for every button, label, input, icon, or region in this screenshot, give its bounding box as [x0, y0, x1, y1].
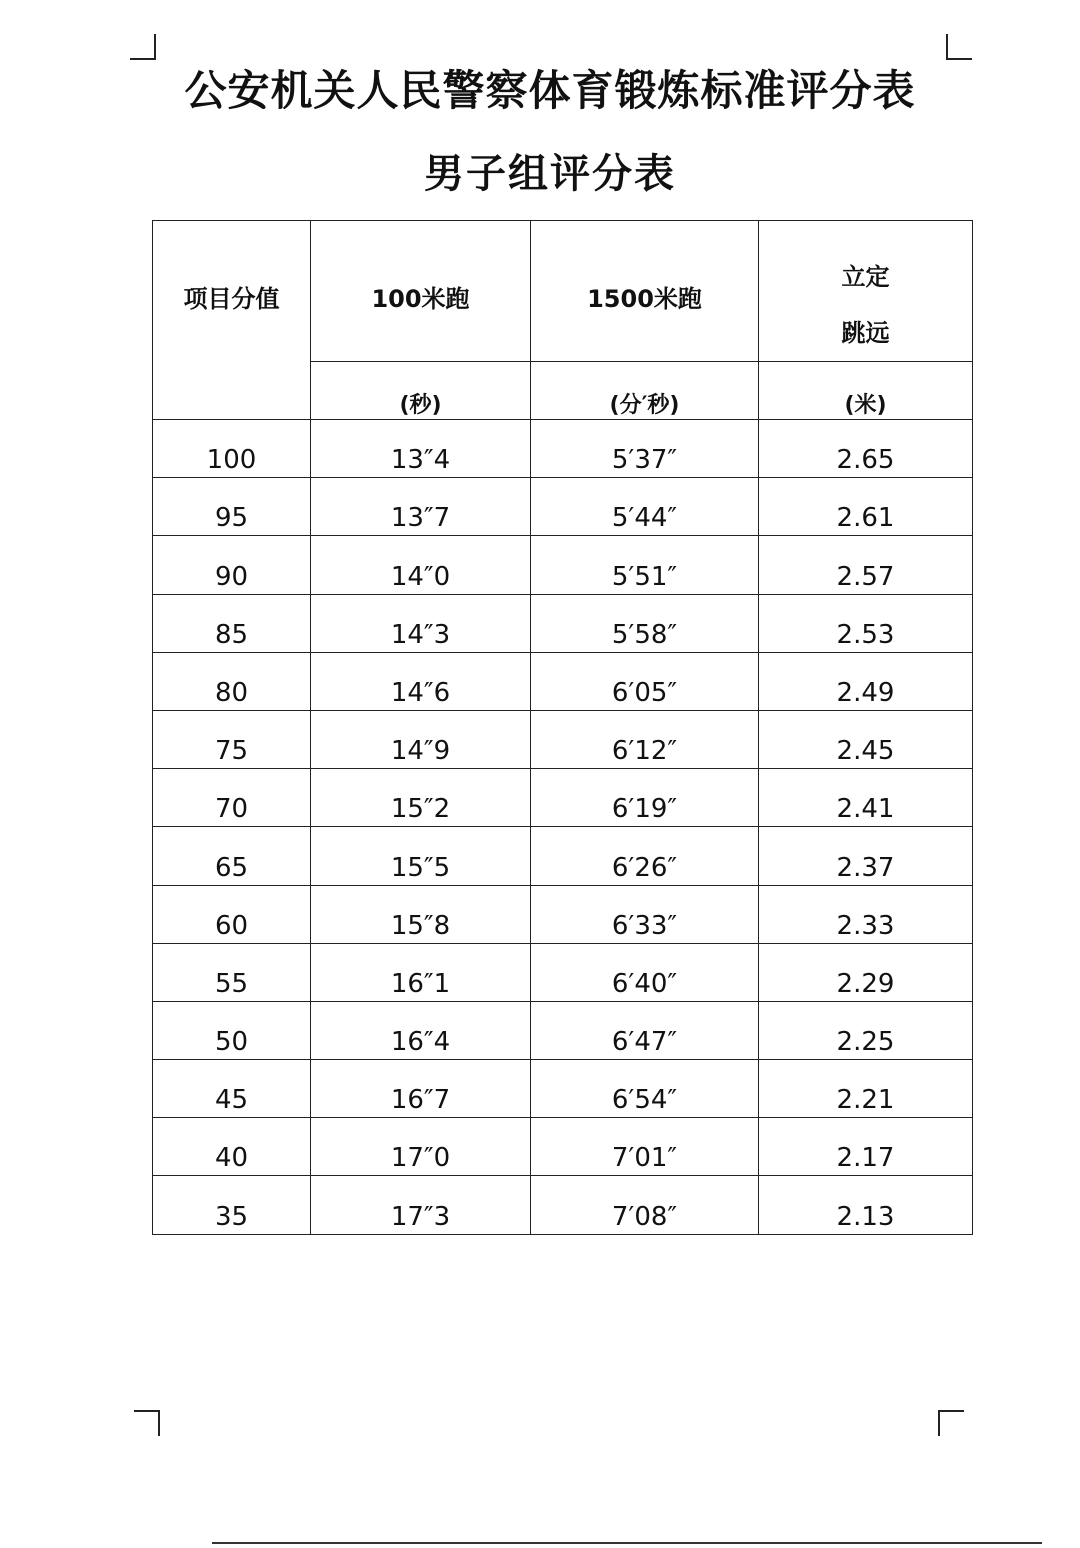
cell-jump: 2.41	[759, 769, 973, 827]
cell-jump: 2.49	[759, 652, 973, 710]
cell-run100: 15″8	[311, 885, 531, 943]
cell-run100: 13″7	[311, 478, 531, 536]
document-subtitle: 男子组评分表	[424, 151, 676, 197]
cell-run100: 17″3	[311, 1176, 531, 1234]
cell-run1500: 6′19″	[531, 769, 759, 827]
table-row	[153, 478, 973, 536]
cell-jump: 2.57	[759, 536, 973, 594]
header-run100	[311, 221, 531, 362]
cell-jump: 2.17	[759, 1118, 973, 1176]
cell-score: 85	[153, 594, 311, 652]
cell-run1500: 6′54″	[531, 1060, 759, 1118]
cell-run1500: 7′01″	[531, 1118, 759, 1176]
cell-score: 80	[153, 652, 311, 710]
table-row	[153, 1118, 973, 1176]
table-row	[153, 769, 973, 827]
cell-score: 70	[153, 769, 311, 827]
cell-score: 45	[153, 1060, 311, 1118]
unit-run1500: (分′秒)	[531, 362, 759, 420]
table-row	[153, 1176, 973, 1234]
document-title: 公安机关人民警察体育锻炼标准评分表	[184, 66, 916, 115]
header-run1500	[531, 221, 759, 362]
table-row	[153, 420, 973, 478]
cell-score: 40	[153, 1118, 311, 1176]
cell-run1500: 6′47″	[531, 1001, 759, 1059]
table-row	[153, 594, 973, 652]
cell-jump: 2.25	[759, 1001, 973, 1059]
header-score	[153, 221, 311, 420]
header-row	[153, 221, 973, 362]
header-jump-line2: 跳远	[841, 319, 890, 347]
table-row	[153, 1060, 973, 1118]
cell-run1500: 6′05″	[531, 652, 759, 710]
cell-run1500: 6′26″	[531, 827, 759, 885]
cell-run100: 15″5	[311, 827, 531, 885]
crop-mark-top-left	[130, 34, 156, 60]
unit-jump: (米)	[759, 362, 973, 420]
cell-score: 95	[153, 478, 311, 536]
cell-jump: 2.65	[759, 420, 973, 478]
cell-run1500: 5′37″	[531, 420, 759, 478]
cell-jump: 2.53	[759, 594, 973, 652]
table-row	[153, 827, 973, 885]
cell-run1500: 7′08″	[531, 1176, 759, 1234]
cell-run100: 14″9	[311, 710, 531, 768]
cell-jump: 2.37	[759, 827, 973, 885]
cell-jump: 2.61	[759, 478, 973, 536]
header-score-label: 项目分值	[183, 285, 280, 313]
cell-run100: 16″4	[311, 1001, 531, 1059]
cell-score: 75	[153, 710, 311, 768]
cell-jump: 2.45	[759, 710, 973, 768]
crop-mark-bottom-left	[134, 1410, 160, 1436]
cell-score: 60	[153, 885, 311, 943]
cell-score: 100	[153, 420, 311, 478]
cell-run100: 14″0	[311, 536, 531, 594]
cell-run100: 13″4	[311, 420, 531, 478]
cell-score: 55	[153, 943, 311, 1001]
score-table	[152, 220, 973, 1235]
cell-score: 35	[153, 1176, 311, 1234]
header-jump	[759, 221, 973, 362]
cell-run100: 15″2	[311, 769, 531, 827]
cell-run1500: 6′40″	[531, 943, 759, 1001]
cell-jump: 2.29	[759, 943, 973, 1001]
cell-jump: 2.21	[759, 1060, 973, 1118]
cell-jump: 2.13	[759, 1176, 973, 1234]
cell-jump: 2.33	[759, 885, 973, 943]
cell-score: 65	[153, 827, 311, 885]
table-row	[153, 943, 973, 1001]
unit-run100: (秒)	[311, 362, 531, 420]
cell-run1500: 6′33″	[531, 885, 759, 943]
cell-score: 90	[153, 536, 311, 594]
header-run1500-label: 1500米跑	[587, 285, 702, 313]
cell-run100: 16″7	[311, 1060, 531, 1118]
header-jump-line1: 立定	[841, 263, 890, 291]
page-bottom-rule	[212, 1542, 1042, 1544]
crop-mark-bottom-right	[938, 1410, 964, 1436]
cell-run100: 14″6	[311, 652, 531, 710]
table-row	[153, 710, 973, 768]
header-run100-label: 100米跑	[371, 285, 470, 313]
cell-run1500: 5′51″	[531, 536, 759, 594]
table-row	[153, 652, 973, 710]
crop-mark-top-right	[946, 34, 972, 60]
cell-run1500: 5′58″	[531, 594, 759, 652]
cell-run1500: 6′12″	[531, 710, 759, 768]
table-row	[153, 536, 973, 594]
cell-run100: 16″1	[311, 943, 531, 1001]
cell-run100: 17″0	[311, 1118, 531, 1176]
table-row	[153, 1001, 973, 1059]
table-row	[153, 885, 973, 943]
cell-run1500: 5′44″	[531, 478, 759, 536]
cell-score: 50	[153, 1001, 311, 1059]
cell-run100: 14″3	[311, 594, 531, 652]
